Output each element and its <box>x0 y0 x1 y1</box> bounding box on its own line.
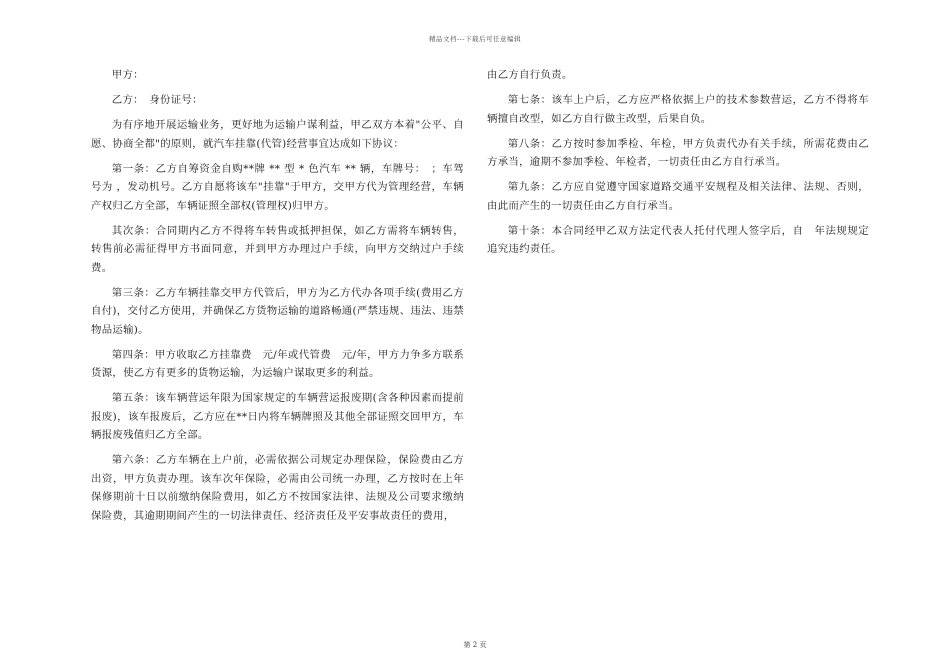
clause-8: 第八条：乙方按时参加季检、年检，甲方负责代办有关手续，所需花费由乙方承当，逾期不参加季检、年检者，一切责任由乙方自行承当。 <box>487 137 869 168</box>
party-a-line: 甲方： <box>111 69 144 81</box>
page-header: 精品文档---下载后可任意编辑 <box>428 35 522 43</box>
clause-7: 第七条：该车上户后，乙方应严格依据上户的技术参数营运，乙方不得将车辆擅自改型，如乙方自行做主改型，后果自负。 <box>487 94 869 125</box>
right-column <box>487 66 869 265</box>
clause-6: 第六条：乙方车辆在上户前，必需依据公司规定办理保险，保险费由乙方出资，甲方负责办理。该车次年保险，必需由公司统一办理，乙方按时在上年保修期前十日以前缴纳保险费用，如乙方不按国家法律、法规及公司要求缴纳保险费，其逾期期间产生的一切法律责任、经济责任及平安事故责任的费用， <box>91 454 464 522</box>
clause-10: 第十条：本合同经甲乙双方法定代表人托付代理人签字后，自 年法规规定追究违约责任。 <box>487 224 869 255</box>
clause-6-continuation: 由乙方自行负责。 <box>487 69 573 81</box>
party-b-line: 乙方： 身份证号： <box>111 94 203 106</box>
clause-1: 第一条：乙方自筹资金自购**牌 ** 型 * 色汽车 ** 辆，车牌号： ；车驾号为 ，发动机号。乙方自愿将该车"挂靠"于甲方，交甲方代为管理经营，车辆产权归乙方全部，车辆证照全部权(管理权)归甲方。 <box>91 162 464 212</box>
page-number: 第 2 页 <box>463 641 487 649</box>
clause-5: 第五条：该车辆营运年限为国家规定的车辆营运报废期(含各种因素而提前报废)，该车报废后，乙方应在**日内将车辆牌照及其他全部证照交回甲方，车辆报废残值归乙方全部。 <box>91 392 464 441</box>
clause-3: 第三条：乙方车辆挂靠交甲方代管后，甲方为乙方代办各项手续(费用乙方自付)，交付乙方使用，并确保乙方货物运输的道路畅通(严禁违规、违法、违禁物品运输)。 <box>91 286 464 336</box>
clause-2: 其次条：合同期内乙方不得将车转售或抵押担保，如乙方需将车辆转售，转售前必需征得甲方书面同意，并到甲方办理过户手续，向甲方交纳过户手续费。 <box>91 224 464 274</box>
preamble-paragraph: 为有序地开展运输业务，更好地为运输户谋利益，甲乙双方本着"公平、自愿、协商全都"的原则，就汽车挂靠(代管)经营事宜达成如下协议： <box>91 119 464 150</box>
clause-9: 第九条：乙方应自觉遵守国家道路交通平安规程及相关法律、法规、否则，由此而产生的一切责任由乙方自行承当。 <box>487 181 869 212</box>
left-column <box>91 66 464 532</box>
clause-4: 第四条：甲方收取乙方挂靠费 元/年或代管费 元/年，甲方力争多方联系货源，使乙方有更多的货物运输，为运输户谋取更多的利益。 <box>91 348 464 379</box>
